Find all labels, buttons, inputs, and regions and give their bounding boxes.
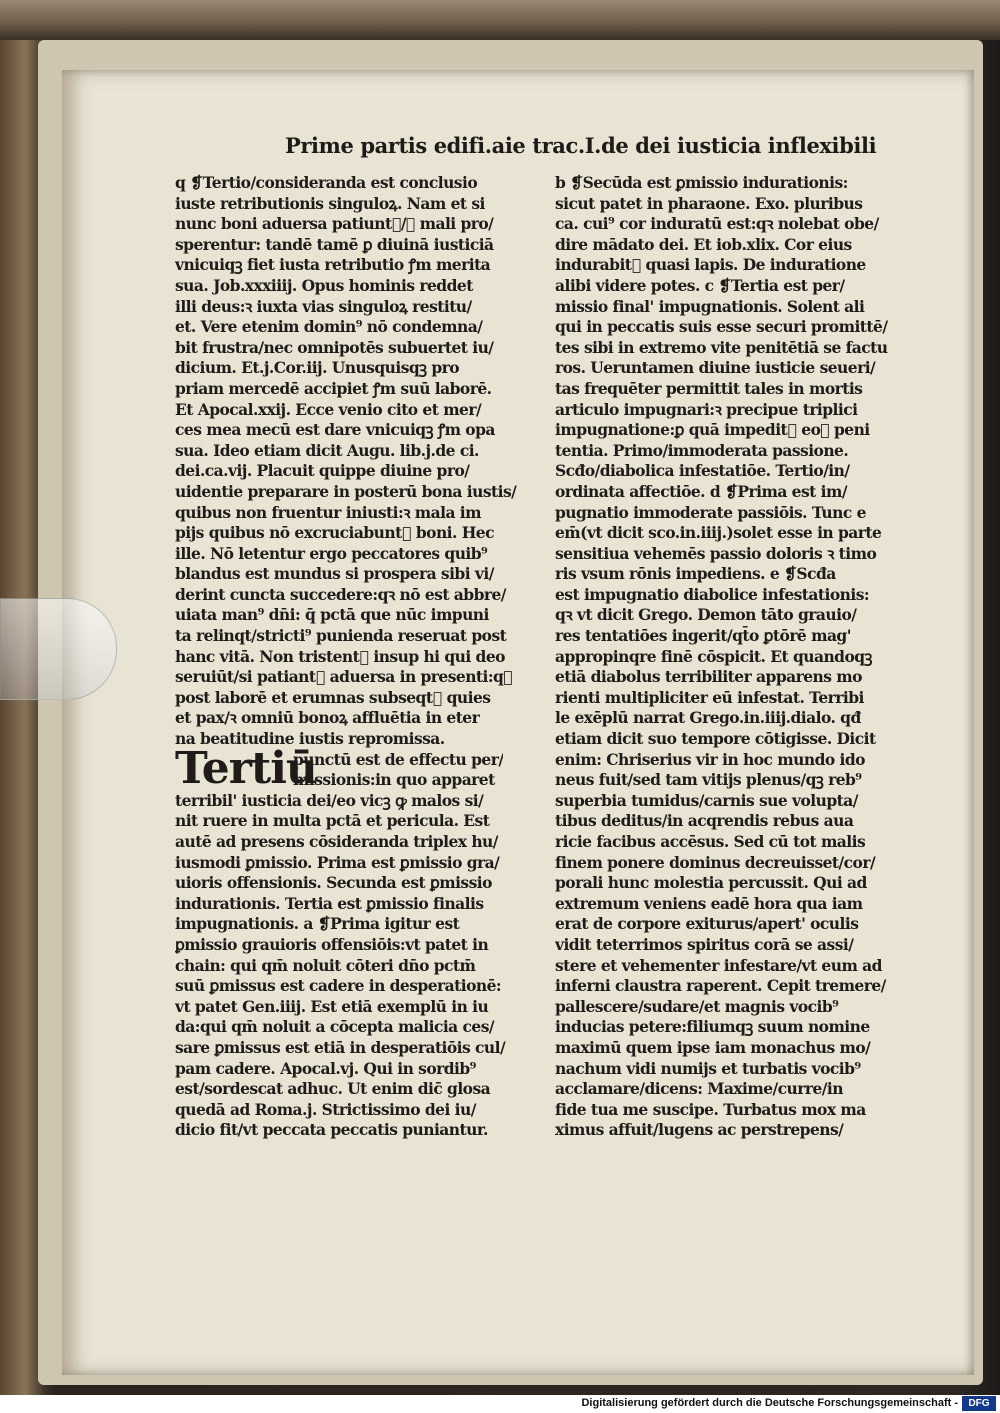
text-line: ricie facibus accēsus. Sed cū tot malis: [555, 832, 866, 851]
footer-bar: [0, 1395, 1000, 1413]
text-line: erat de corpore exiturus/apert' oculis: [555, 914, 859, 934]
right-column-lines: [555, 173, 890, 1141]
book-binding: [0, 0, 1000, 40]
text-line: nit ruere in multa pctā et pericula. Est: [175, 811, 490, 831]
text-line: pam cadere. Apocal.vj. Qui in sordib⁹: [175, 1058, 476, 1078]
text-line: ros. Ueruntamen diuine iusticie seueri/: [555, 358, 876, 378]
text-line: etiam dicit suo tempore cōtigisse. Dicit: [555, 729, 876, 749]
text-line: alibi videre potes. c ❡Tertia est per/: [555, 275, 845, 295]
text-line: dei.ca.vij. Placuit quippe diuine pro/: [175, 461, 470, 481]
text-line: Scđo/diabolica infestatiōe. Tertio/in/: [555, 461, 850, 481]
text-line: terribil' iusticia dei/eo vicꝫ ꝙ malos si/: [175, 790, 484, 810]
right-text-column: [555, 173, 890, 1141]
text-line: missionis:in quo apparet: [293, 770, 495, 790]
text-line: le exēplū narrat Grego.in.iiij.dialo. qđ: [555, 708, 861, 728]
text-line: indurationis. Tertia est ꝑmissio finalis: [175, 893, 484, 913]
text-line: bit frustra/nec omnipotēs subuertet iu/: [175, 337, 494, 357]
text-line: tes sibi in extremo vite penitētiā se factu: [555, 337, 888, 357]
text-line: post laborē et erumnas subseqt᷑ quies: [175, 687, 491, 707]
text-line: priam mercedē accipiet ꝭm suū laborē.: [175, 378, 492, 398]
text-line: maximū quem ipse iam monachus mo/: [555, 1037, 871, 1057]
text-line: pugnatio immoderate passiōis. Tunc e: [555, 502, 866, 522]
initial-word: Tertiū: [175, 742, 317, 794]
text-line: appropinqre finē cōspicit. Et quandoqꝫ: [555, 646, 872, 666]
text-line: dicium. Et.j.Cor.iij. Unusquisqꝫ pro: [175, 358, 460, 378]
text-line: ximus affuit/lugens ac perstrepens/: [555, 1120, 844, 1140]
text-line: ces mea mecū est dare vnicuiqꝫ ꝭm opa: [175, 420, 495, 440]
text-line: seruiūt/si patiant᷑ aduersa in presenti:qꝛ: [175, 667, 513, 687]
text-line: quedā ad Roma.j. Strictissimo dei iu/: [175, 1099, 476, 1119]
text-line: uidentie preparare in posterū bona iustis/: [175, 481, 517, 501]
left-text-column: [175, 173, 545, 1141]
text-line: missio final' impugnationis. Solent ali: [555, 296, 865, 316]
text-line: vt patet Gen.iiij. Est etiā exemplū in iu: [175, 996, 489, 1016]
text-line: tentia. Primo/immoderata passione.: [555, 440, 849, 460]
text-line: da:qui qm̄ noluit a cōcepta malicia ces/: [175, 1017, 495, 1037]
left-column-top-lines: [175, 173, 545, 750]
text-line: autē ad presens cōsideranda triplex hu/: [175, 832, 498, 851]
text-line: Et Apocal.xxij. Ecce venio cito et mer/: [175, 399, 482, 419]
text-line: nunc boni aduersa patiunt᷑/ꝛ mali pro/: [175, 214, 494, 234]
text-line: pijs quibus nō excruciabunt᷑ boni. Hec: [175, 523, 494, 543]
text-line: dire mādato dei. Et iob.xlix. Cor eius: [555, 234, 852, 254]
text-line: ꝑmissio grauioris offensiōis:vt patet in: [175, 934, 489, 954]
text-line: quibus non fruentur iniusti:ꝛ mala im: [175, 502, 481, 522]
text-line: extremum veniens eadē hora qua iam: [555, 893, 863, 913]
text-line: impugnatione:ꝑ quā impedit᷑ eoꝝ peni: [555, 420, 870, 440]
text-line: sua. Ideo etiam dicit Augu. lib.j.de ci.: [175, 440, 479, 460]
text-line: ta relinqt/stricti⁹ punienda reseruat post: [175, 626, 507, 646]
text-line: sensitiua vehemēs passio doloris ꝛ timo: [555, 543, 877, 563]
text-line: b ❡Secūda est ꝑmissio indurationis:: [555, 173, 848, 192]
text-line: hanc vitā. Non tristent᷑ insup hi qui deo: [175, 646, 505, 666]
text-line: ordinata affectiōe. d ❡Prima est im/: [555, 481, 847, 501]
text-line: etiā diabolus terribiliter apparens mo: [555, 667, 862, 687]
text-line: tibus deditus/in acqrendis rebus aua: [555, 811, 854, 831]
text-line: ille. Nō letentur ergo peccatores quib⁹: [175, 543, 488, 563]
text-line: qꝛ vt dicit Grego. Demon tāto grauio/: [555, 605, 857, 625]
text-line: porali hunc molestia percussit. Qui ad: [555, 873, 867, 893]
text-line: rienti multipliciter eū infestat. Terribi: [555, 687, 864, 707]
running-header: Prime partis edifi.aie trac.I.de dei iusticia inflexibili: [285, 133, 877, 158]
text-line: enim: Chriserius vir in hoc mundo ido: [555, 749, 865, 769]
text-line: vnicuiqꝫ fiet iusta retributio ꝭm merita: [175, 255, 491, 275]
text-line: et. Vere etenim domin⁹ nō condemna/: [175, 317, 483, 337]
text-line: sicut patet in pharaone. Exo. pluribus: [555, 193, 863, 213]
text-line: inferni claustra raperent. Cepit tremere/: [555, 976, 886, 996]
text-line: suū ꝑmissus est cadere in desperationē:: [175, 976, 502, 996]
text-line: blandus est mundus si prospera sibi vi/: [175, 564, 494, 584]
text-line: chain: qui qm̄ noluit cōteri dn̄o pctm̄: [175, 955, 476, 975]
initial-paragraph-start: [175, 742, 545, 794]
text-line: iuste retributionis singuloꝝ. Nam et si: [175, 193, 485, 213]
text-line: uioris offensionis. Secunda est ꝑmissio: [175, 873, 492, 893]
text-line: fide tua me suscipe. Turbatus mox ma: [555, 1099, 866, 1119]
text-line: iusmodi ꝑmissio. Prima est ꝑmissio gra/: [175, 852, 500, 872]
text-line: em̄(vt dicit sco.in.iiij.)solet esse in parte: [555, 523, 882, 543]
text-line: tas frequēter permittit tales in mortis: [555, 378, 863, 398]
text-line: inducias petere:filiumqꝫ suum nomine: [555, 1017, 870, 1037]
dfg-logo: DFG: [962, 1396, 996, 1411]
text-line: articulo impugnari:ꝛ precipue triplici: [555, 399, 858, 419]
text-line: sperentur: tandē tamē ꝑ diuinā iusticiā: [175, 234, 494, 254]
text-line: res tentatiōes ingerit/qt̄o ꝑtōrē mag': [555, 626, 851, 646]
text-line: impugnationis. a ❡Prima igitur est: [175, 914, 460, 934]
text-line: sare ꝑmissus est etiā in desperatiōis cul/: [175, 1037, 506, 1057]
text-line: est/sordescat adhuc. Ut enim dic̄ glosa: [175, 1079, 491, 1099]
text-line: acclamare/dicens: Maxime/curre/in: [555, 1079, 843, 1099]
text-line: et pax/ꝛ omniū bonoꝝ affluētia in eter: [175, 708, 480, 728]
text-line: nachum vidi numijs et turbatis vocib⁹: [555, 1058, 861, 1078]
text-line: neus fuit/sed tam vitijs plenus/qꝫ reb⁹: [555, 770, 862, 790]
funding-notice: Digitalisierung gefördert durch die Deutsche Forschungsgemeinschaft -: [581, 1397, 958, 1409]
text-line: ris vsum rōnis impediens. e ❡Scđa: [555, 564, 836, 584]
text-line: derint cuncta succedere:qꝛ nō est abbre/: [175, 584, 506, 604]
text-line: ca. cui⁹ cor induratū est:qꝛ nolebat obe/: [555, 214, 879, 234]
text-line: q ❡Tertio/consideranda est conclusio: [175, 173, 478, 192]
text-line: uiata man⁹ dn̄i: q̄ pctā que nūc impuni: [175, 605, 489, 625]
text-line: indurabit᷑ quasi lapis. De induratione: [555, 255, 866, 275]
text-line: na beatitudine iustis repromissa.: [175, 729, 445, 749]
text-line: punctū est de effectu per/: [293, 749, 504, 769]
text-line: sua. Job.xxxiiij. Opus hominis reddet: [175, 275, 473, 295]
left-column-bottom-lines: [175, 791, 545, 1141]
text-line: vidit teterrimos spiritus corā se assi/: [555, 934, 854, 954]
text-line: superbia tumidus/carnis sue volupta/: [555, 790, 858, 810]
plastic-page-clip: [0, 598, 117, 700]
text-line: dicio fit/vt peccata peccatis puniantur.: [175, 1120, 488, 1140]
text-line: finem ponere dominus decreuisset/cor/: [555, 852, 876, 872]
text-line: est impugnatio diabolice infestationis:: [555, 584, 870, 604]
text-line: stere et vehementer infestare/vt eum ad: [555, 955, 882, 975]
text-line: pallescere/sudare/et magnis vocib⁹: [555, 996, 839, 1016]
text-line: illi deus:ꝛ iuxta vias singuloꝝ restitu/: [175, 296, 472, 316]
text-line: qui in peccatis suis esse securi promittē/: [555, 317, 888, 337]
